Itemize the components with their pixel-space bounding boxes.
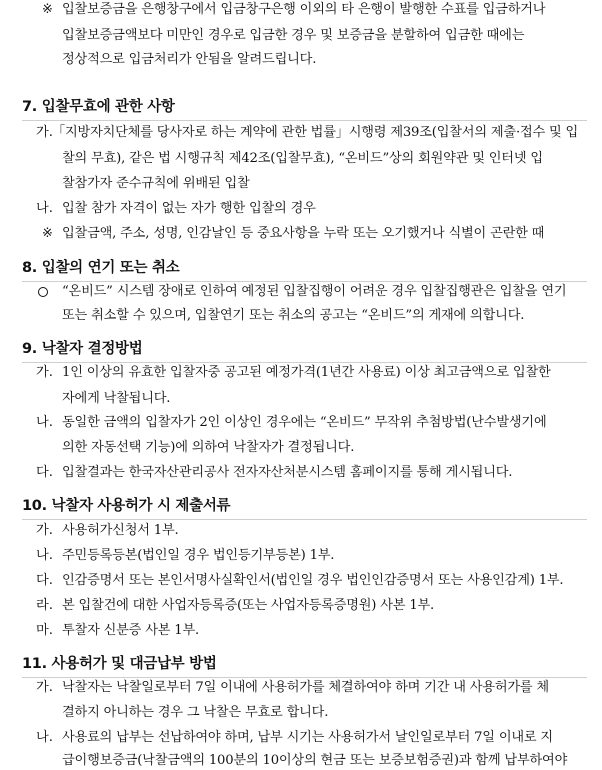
item-line: 자에게 낙찰됩니다.	[62, 391, 171, 406]
intro-line: 입찰보증금을 은행창구에서 입금창구은행 이외의 타 은행이 발행한 수표를 입금하거나	[62, 2, 546, 17]
item-line: 사용료의 납부는 선납하여야 하며, 납부 시기는 사용허가서 날인일로부터 7일 이내로 지	[62, 730, 553, 745]
section-title-9: 9. 낙찰자 결정방법	[22, 341, 143, 357]
item-line: 입찰결과는 한국자산관리공사 전자자산처분시스템 홈페이지를 통해 게시됩니다.	[62, 465, 513, 480]
item-marker: 나.	[36, 415, 53, 430]
item-marker: 라.	[36, 598, 53, 613]
note-mark: ※	[42, 226, 54, 241]
item-marker: 나.	[36, 548, 53, 563]
item-marker: 다.	[36, 465, 53, 480]
item-line: 사용허가신청서 1부.	[62, 523, 179, 538]
item-line: 1인 이상의 유효한 입찰자중 공고된 예정가격(1년간 사용료) 이상 최고금액으로 입찰한	[62, 365, 551, 380]
item-marker: 가.	[36, 523, 53, 538]
item-line: 또는 취소할 수 있으며, 입찰연기 또는 취소의 공고는 “온비드”의 게재에 의합니다.	[62, 308, 525, 323]
item-line: 의한 자동선택 기능)에 의하여 낙찰자가 결정됩니다.	[62, 440, 355, 455]
item-line: 낙찰자는 낙찰일로부터 7일 이내에 사용허가를 체결하여야 하며 기간 내 사용허가를 체	[62, 680, 549, 695]
item-line: 동일한 금액의 입찰자가 2인 이상인 경우에는 “온비드” 무작위 추첨방법(난수발생기에	[62, 415, 547, 430]
circle-bullet-icon	[38, 287, 48, 297]
item-line: 찰의 무효), 같은 법 시행규칙 제42조(입찰무효), “온비드”상의 회원약관 및 인터넷 입	[62, 151, 543, 166]
item-marker: 마.	[36, 623, 53, 638]
item-line: 투찰자 신분증 사본 1부.	[62, 623, 200, 638]
item-line: 본 입찰건에 대한 사업자등록증(또는 사업자등록증명원) 사본 1부.	[62, 598, 435, 613]
note-mark: ※	[42, 2, 54, 17]
section-title-8: 8. 입찰의 연기 또는 취소	[22, 260, 180, 276]
item-marker: 가.	[36, 125, 53, 140]
intro-line: 정상적으로 입금처리가 안됨을 알려드립니다.	[62, 52, 317, 67]
section-divider	[22, 677, 587, 678]
item-line: 입찰 참가 자격이 없는 자가 행한 입찰의 경우	[62, 201, 316, 216]
item-marker: 다.	[36, 573, 53, 588]
item-line: 입찰금액, 주소, 성명, 인감날인 등 중요사항을 누락 또는 오기했거나 식별이 곤란한 때	[62, 226, 545, 241]
item-marker: 가.	[36, 680, 53, 695]
section-divider	[22, 120, 587, 121]
item-line: 결하지 아니하는 경우 그 낙찰은 무효로 합니다.	[62, 705, 329, 720]
section-title-7: 7. 입찰무효에 관한 사항	[22, 99, 175, 115]
item-line: 인감증명서 또는 본인서명사실확인서(법인일 경우 법인인감증명서 또는 사용인감계) 1부.	[62, 573, 564, 588]
item-line: 급이행보증금(낙찰금액의 100분의 10이상의 현금 또는 보증보험증권)과 함께 납부하여야	[62, 753, 568, 768]
section-title-11: 11. 사용허가 및 대금납부 방법	[22, 656, 217, 672]
intro-line: 입찰보증금액보다 미만인 경우로 입금한 경우 및 보증금을 분할하여 입금한 때에는	[62, 28, 525, 43]
item-line: 찰참가자 준수규칙에 위배된 입찰	[62, 176, 250, 191]
item-line: “온비드” 시스템 장애로 인하여 예정된 입찰집행이 어려운 경우 입찰집행관은 입찰을 연기	[62, 284, 567, 299]
section-title-10: 10. 낙찰자 사용허가 시 제출서류	[22, 498, 231, 514]
section-divider	[22, 281, 587, 282]
item-marker: 가.	[36, 365, 53, 380]
section-divider	[22, 519, 587, 520]
item-line: 「지방자치단체를 당사자로 하는 계약에 관한 법률」시행령 제39조(입찰서의 제출·접수 및 입	[52, 125, 579, 140]
item-marker: 나.	[36, 201, 53, 216]
item-line: 주민등록등본(법인일 경우 법인등기부등본) 1부.	[62, 548, 335, 563]
section-divider	[22, 362, 587, 363]
item-marker: 나.	[36, 730, 53, 745]
